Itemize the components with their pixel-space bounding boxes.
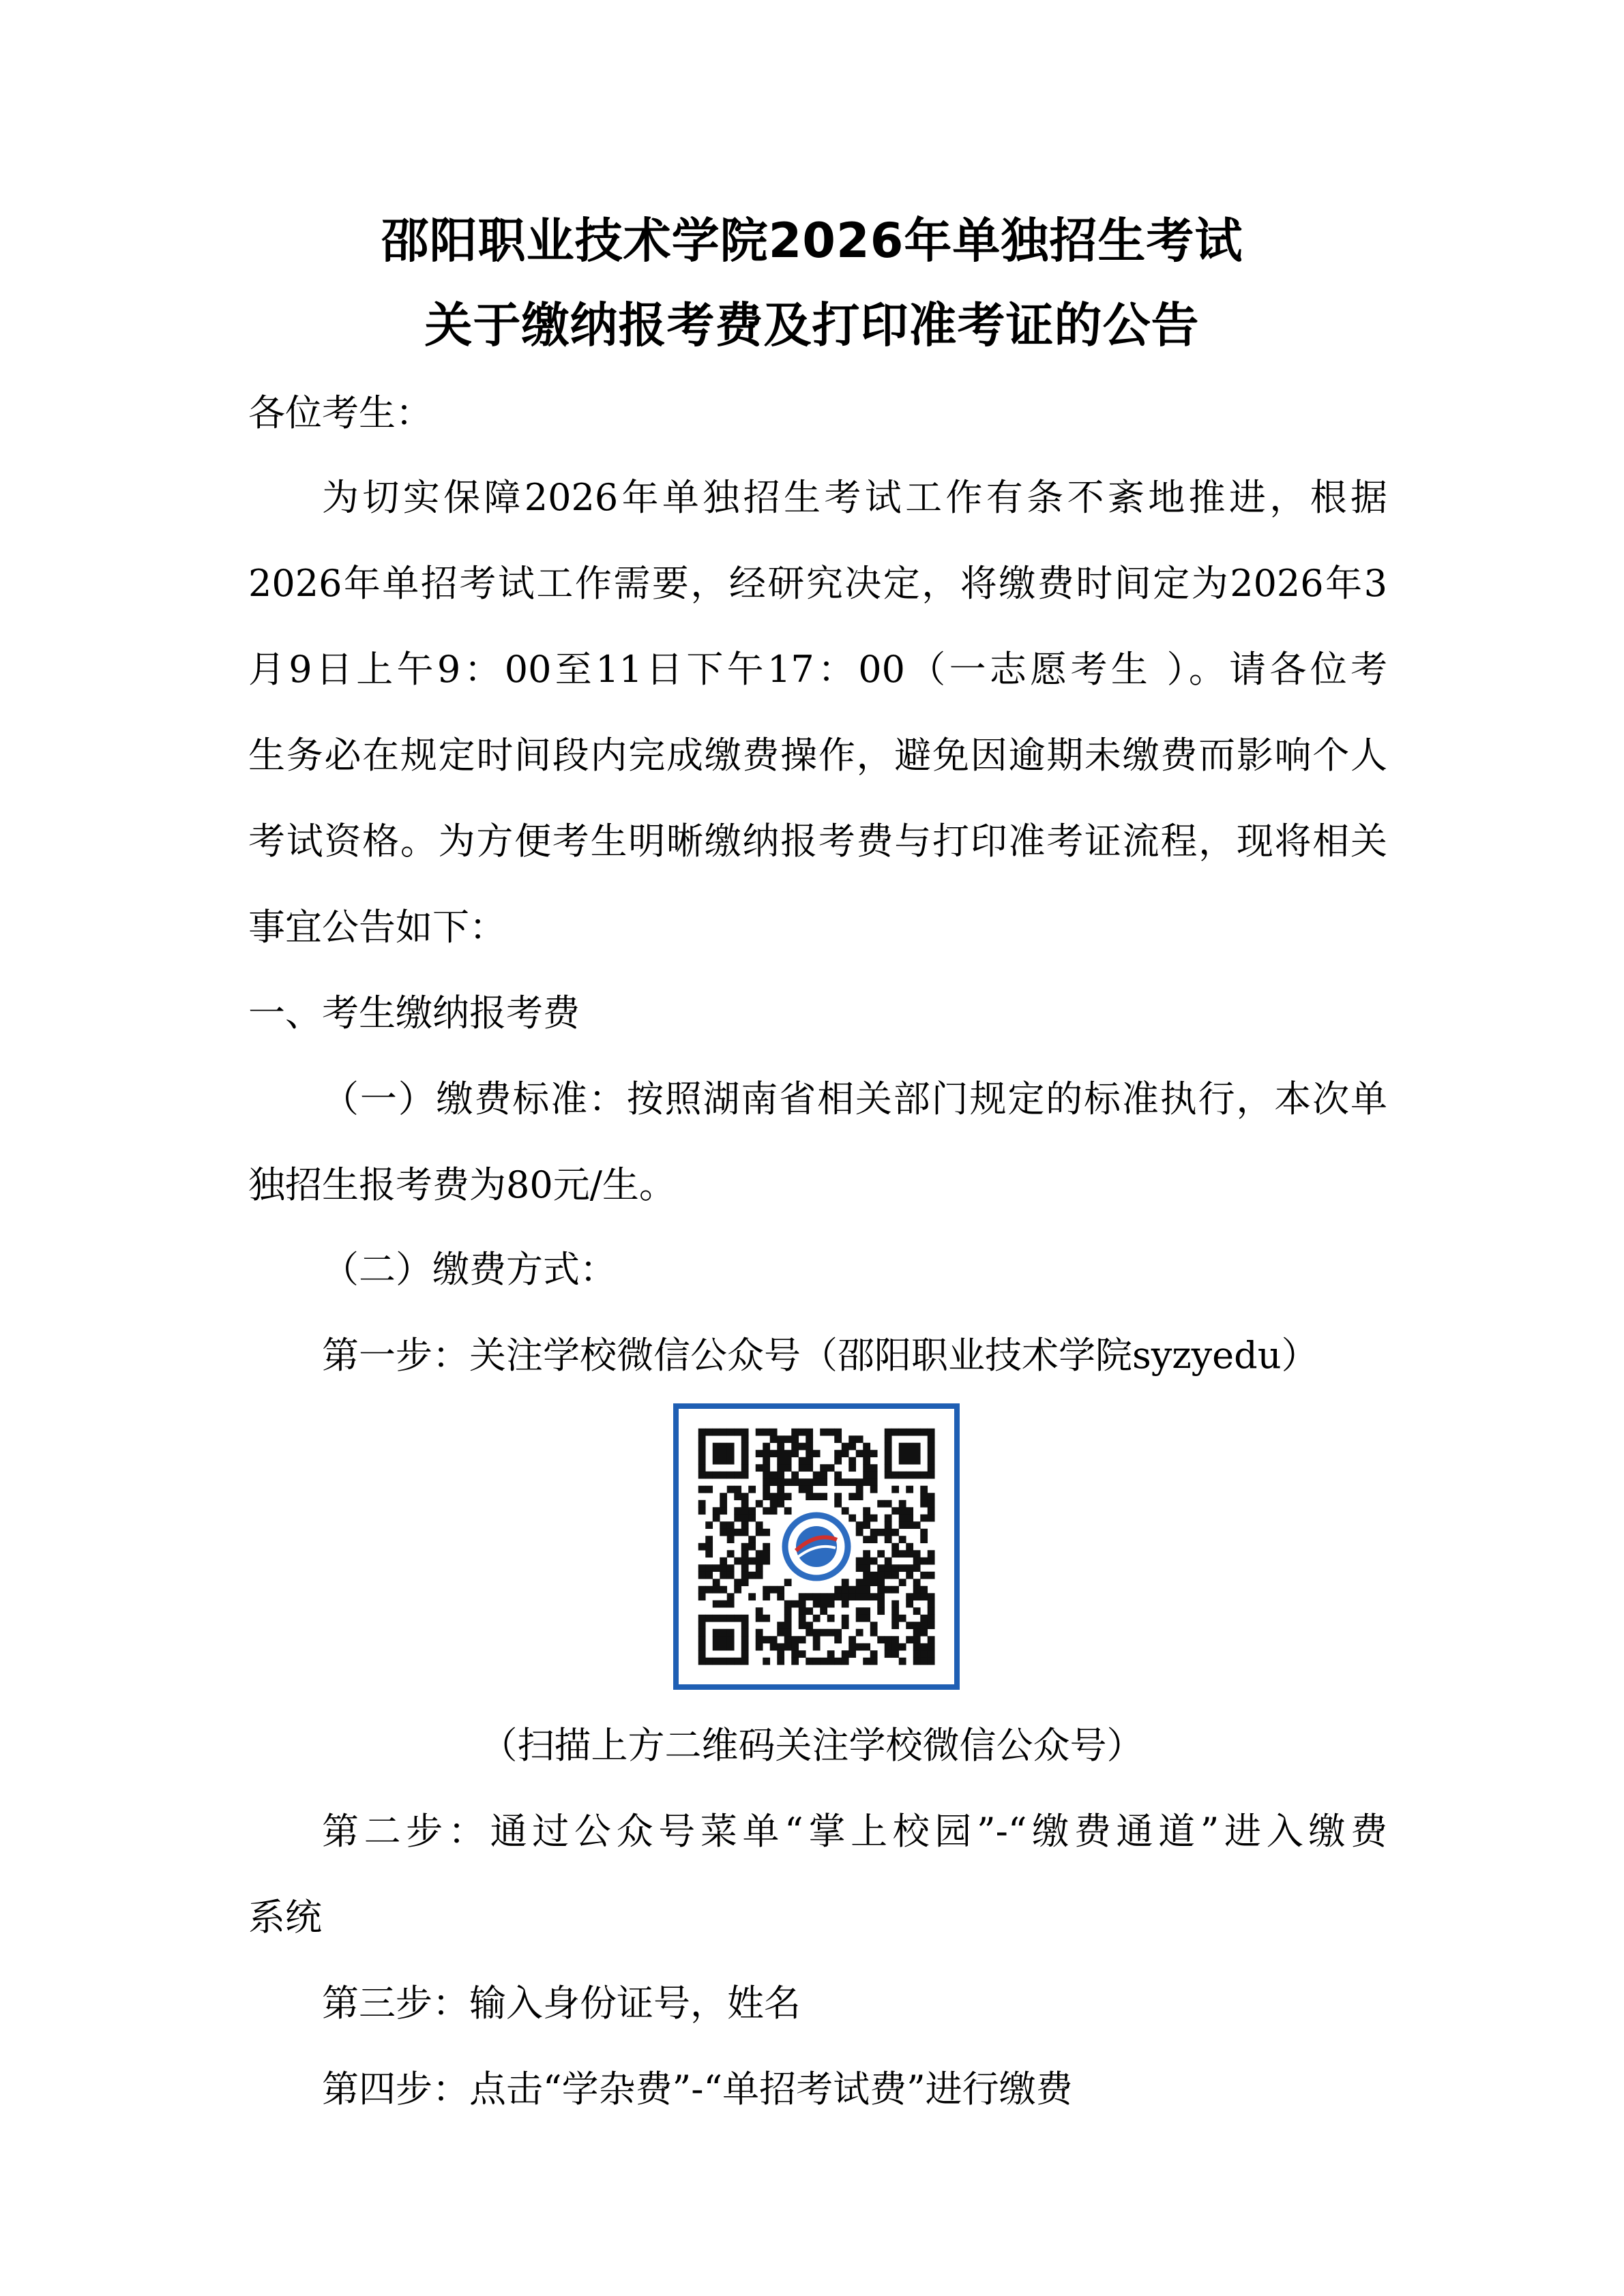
intro-line-4: 生务必在规定时间段内完成缴费操作，避免因逾期未缴费而影响个人 — [248, 734, 1387, 777]
step-1: 第一步：关注学校微信公众号（邵阳职业技术学院syzyedu） — [322, 1334, 1318, 1377]
qr-caption: （扫描上方二维码关注学校微信公众号） — [480, 1724, 1144, 1767]
payment-method-heading: （二）缴费方式： — [322, 1248, 617, 1291]
intro-line-5: 考试资格。为方便考生明晰缴纳报考费与打印准考证流程，现将相关 — [248, 820, 1387, 863]
section-1-heading: 一、考生缴纳报考费 — [248, 992, 580, 1034]
step-3: 第三步：输入身份证号，姓名 — [322, 1982, 801, 2025]
document-title-line-1: 邵阳职业技术学院2026年单独招生考试 — [381, 213, 1243, 269]
school-logo-icon — [777, 1507, 856, 1586]
intro-line-2: 2026年单招考试工作需要，经研究决定，将缴费时间定为2026年3 — [248, 562, 1387, 605]
step-2-line-1: 第二步：通过公众号菜单“掌上校园”-“缴费通道”进入缴费 — [322, 1810, 1387, 1853]
intro-line-6: 事宜公告如下： — [248, 906, 506, 949]
intro-line-1: 为切实保障2026年单独招生考试工作有条不紊地推进，根据 — [322, 476, 1387, 519]
wechat-qr-code — [673, 1403, 960, 1690]
step-2-line-2: 系统 — [248, 1896, 322, 1939]
intro-line-3: 月9日上午9：00至11日下午17：00（一志愿考生 ）。请各位考 — [248, 648, 1387, 691]
step-4: 第四步：点击“学杂费”-“单招考试费”进行缴费 — [322, 2068, 1073, 2111]
fee-standard-line-1: （一）缴费标准：按照湖南省相关部门规定的标准执行，本次单 — [322, 1077, 1387, 1120]
salutation: 各位考生： — [248, 391, 432, 434]
document-title-line-2: 关于缴纳报考费及打印准考证的公告 — [424, 297, 1200, 353]
fee-standard-line-2: 独招生报考费为80元/生。 — [248, 1163, 676, 1206]
qr-code-icon — [679, 1409, 954, 1684]
